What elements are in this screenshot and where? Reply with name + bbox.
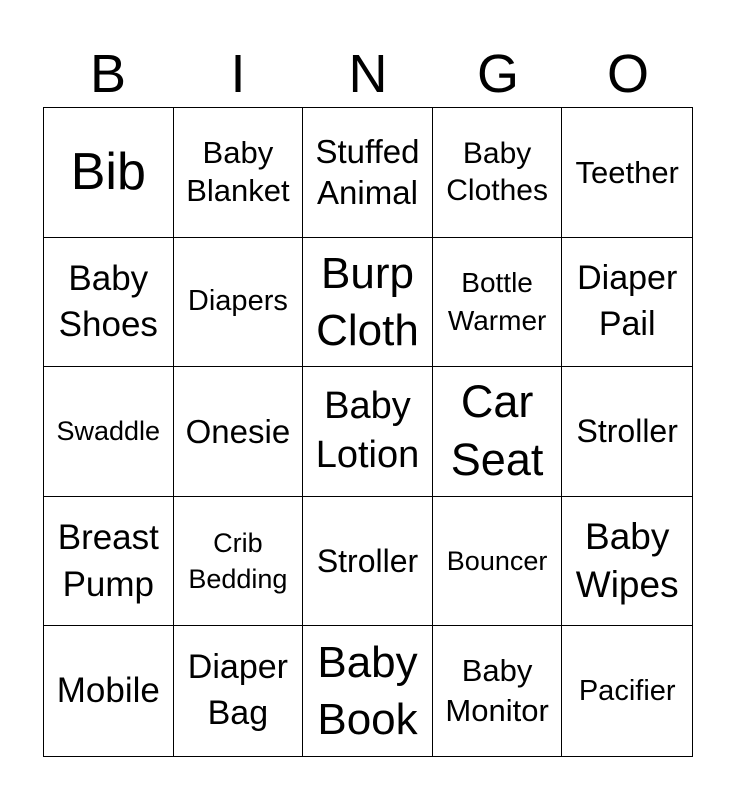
bingo-cell[interactable]: Bouncer <box>433 497 563 627</box>
bingo-cell[interactable]: Stroller <box>303 497 433 627</box>
bingo-cell[interactable]: Baby Lotion <box>303 367 433 497</box>
bingo-cell[interactable]: Diaper Pail <box>562 238 692 368</box>
bingo-cell[interactable]: Bib <box>44 108 174 238</box>
bingo-cell[interactable]: Baby Monitor <box>433 626 563 756</box>
bingo-cell[interactable]: Baby Wipes <box>562 497 692 627</box>
bingo-cell[interactable]: Baby Book <box>303 626 433 756</box>
bingo-cell[interactable]: Diapers <box>174 238 304 368</box>
bingo-cell[interactable]: Stuffed Animal <box>303 108 433 238</box>
bingo-cell[interactable]: Pacifier <box>578 674 676 707</box>
bingo-cell[interactable]: Diaper Bag <box>174 626 304 756</box>
bingo-cell[interactable]: Swaddle <box>44 367 174 497</box>
bingo-cell[interactable]: Baby Shoes <box>44 238 174 368</box>
bingo-cell[interactable]: Burp Cloth <box>303 238 433 368</box>
bingo-cell[interactable]: Bottle Warmer <box>433 238 563 368</box>
bingo-cell[interactable]: Breast Pump <box>44 497 174 627</box>
bingo-cell[interactable]: Mobile <box>44 626 174 756</box>
bingo-cell[interactable]: Baby Blanket <box>174 108 304 238</box>
header-letter-n: N <box>348 44 388 104</box>
bingo-cell[interactable]: Teether <box>562 108 692 238</box>
bingo-cell[interactable]: Onesie <box>174 367 304 497</box>
bingo-board <box>43 107 693 757</box>
header-letter-b: B <box>89 44 127 104</box>
bingo-header <box>43 42 693 106</box>
bingo-cell[interactable]: Car Seat <box>433 367 563 497</box>
bingo-cell[interactable]: Crib Bedding <box>174 497 304 627</box>
header-letter-o: O <box>606 44 649 104</box>
header-letter-i: I <box>230 44 246 104</box>
bingo-cell[interactable]: Stroller <box>562 367 692 497</box>
header-letter-g: G <box>476 44 519 104</box>
bingo-cell[interactable]: Baby Clothes <box>433 108 563 238</box>
